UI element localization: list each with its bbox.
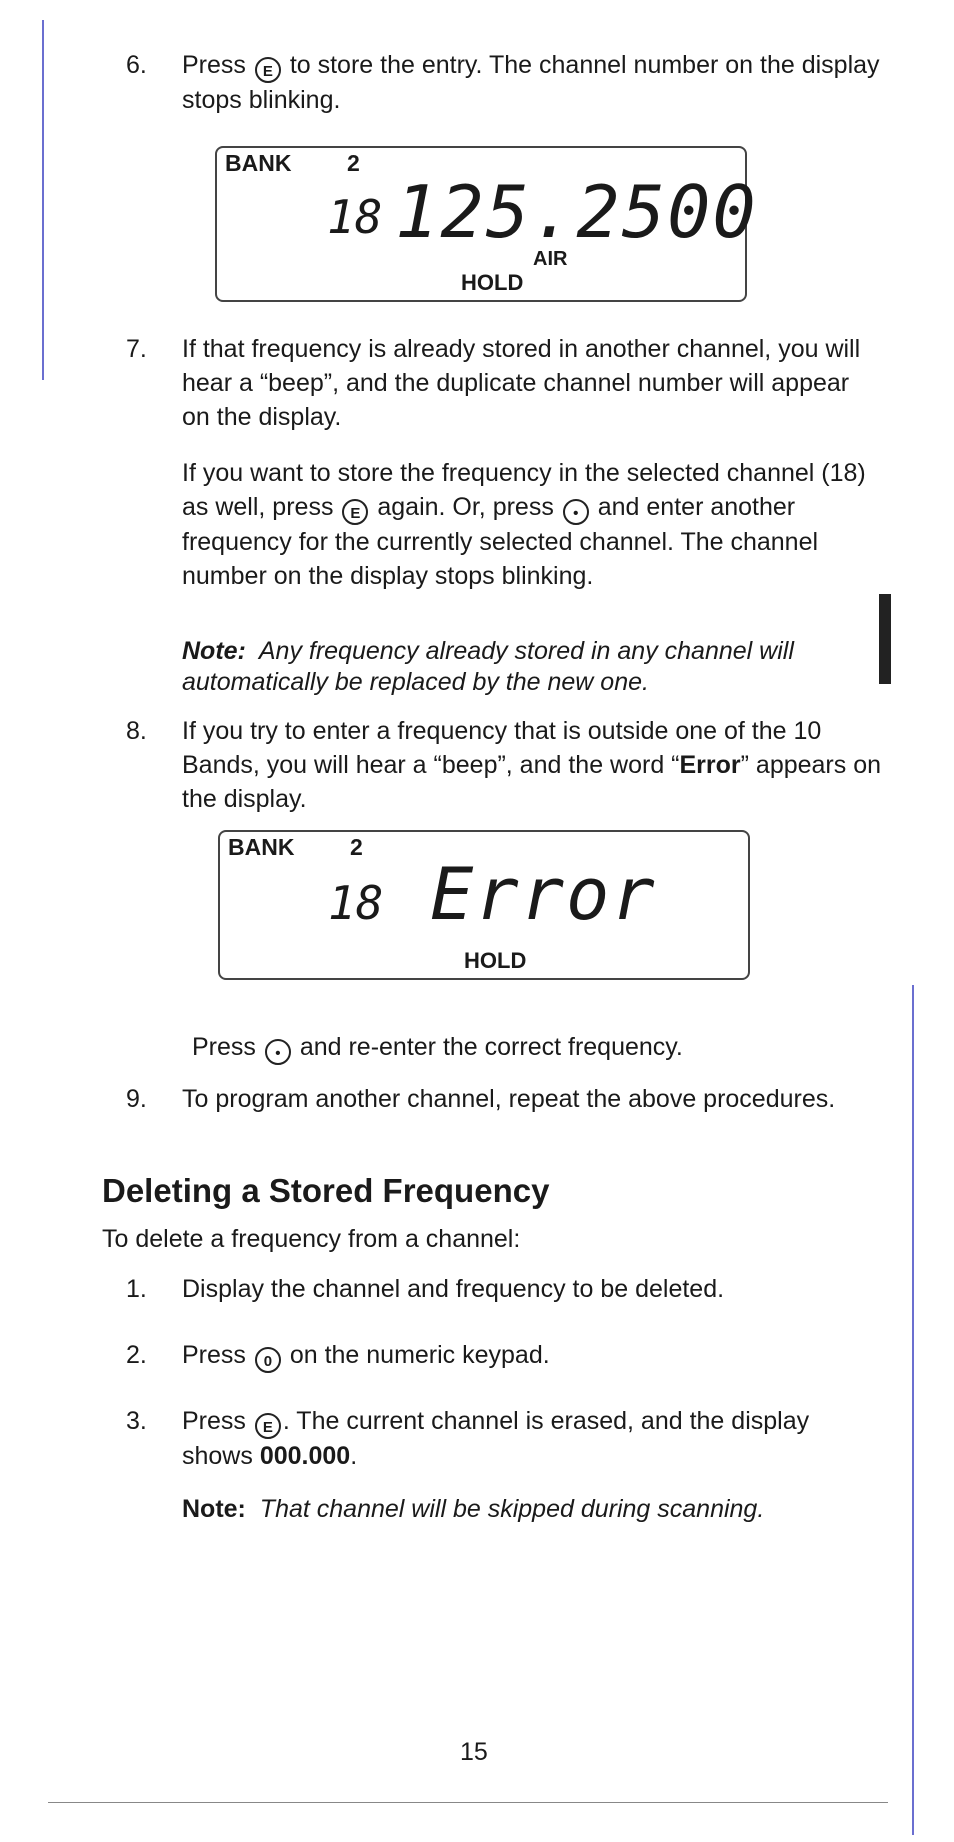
note-label: Note:: [182, 637, 246, 665]
frequency-readout: 125.2500: [395, 170, 758, 254]
dot-key-icon: •: [265, 1039, 291, 1065]
section-intro: To delete a frequency from a channel:: [102, 1225, 521, 1253]
bank-label: BANK: [225, 150, 292, 176]
note-1: Note: Any frequency already stored in any channel will automatically be replaced by the new one.: [182, 637, 794, 696]
step-9: 9. To program another channel, repeat the above procedures.: [126, 1082, 856, 1154]
delete-step-3: 3. Press E . The current channel is erased, and the display shows 000.000.: [126, 1404, 856, 1476]
hold-indicator: HOLD: [461, 270, 524, 295]
step-6: 6. Press E to store the entry. The channel number on the display stops blinking.: [126, 48, 856, 120]
step-number: 7.: [126, 335, 147, 363]
step-number: 1.: [126, 1275, 147, 1303]
e-key-icon: E: [255, 57, 281, 83]
page-number: 15: [460, 1738, 488, 1766]
erased-value: 000.000: [259, 1442, 351, 1470]
footer-rule: [48, 1802, 888, 1803]
bank-number: 2: [350, 834, 363, 860]
step-number: 3.: [126, 1407, 147, 1435]
note-label: Note:: [182, 1495, 246, 1523]
zero-key-icon: 0: [255, 1347, 281, 1373]
right-margin-line: [912, 985, 914, 1835]
lcd-display-frequency: [215, 146, 758, 302]
e-key-icon: E: [342, 499, 368, 525]
step-number: 9.: [126, 1085, 147, 1113]
dot-key-icon: •: [563, 499, 589, 525]
lcd-display-error: [218, 830, 750, 980]
step-8: 8. If you try to enter a frequency that is outside one of the 10 Bands, you will hear a “beep”, and the word “Error” appears on the display.: [126, 714, 856, 824]
hold-indicator: HOLD: [464, 948, 527, 973]
delete-step-1: 1. Display the channel and frequency to be deleted.: [126, 1272, 856, 1312]
section-heading: Deleting a Stored Frequency: [102, 1172, 550, 1209]
step-8-continuation: Press • and re-enter the correct frequency.: [192, 1030, 892, 1065]
step-number: 2.: [126, 1341, 147, 1369]
bank-number: 2: [347, 150, 360, 176]
left-margin-line: [42, 20, 44, 380]
step-number: 6.: [126, 51, 147, 79]
channel-number: 18: [327, 190, 383, 244]
note-2: Note: That channel will be skipped during scanning.: [182, 1495, 765, 1523]
step-number: 8.: [126, 717, 147, 745]
step-7: 7. If that frequency is already stored in another channel, you will hear a “beep”, and the duplicate channel number will appear on the display.: [126, 332, 856, 442]
e-key-icon: E: [255, 1413, 281, 1439]
step-7-continuation: If you want to store the frequency in the selected channel (18) as well, press E again. Or, press • and enter another frequency for the currently selected channel. The channel number on the display stops blinking.: [182, 459, 866, 590]
error-readout: Error: [430, 852, 657, 936]
bank-label: BANK: [228, 834, 295, 860]
channel-number: 18: [328, 876, 384, 930]
delete-step-2: 2. Press 0 on the numeric keypad.: [126, 1338, 856, 1378]
error-word: Error: [679, 751, 741, 779]
air-indicator: AIR: [533, 248, 568, 270]
